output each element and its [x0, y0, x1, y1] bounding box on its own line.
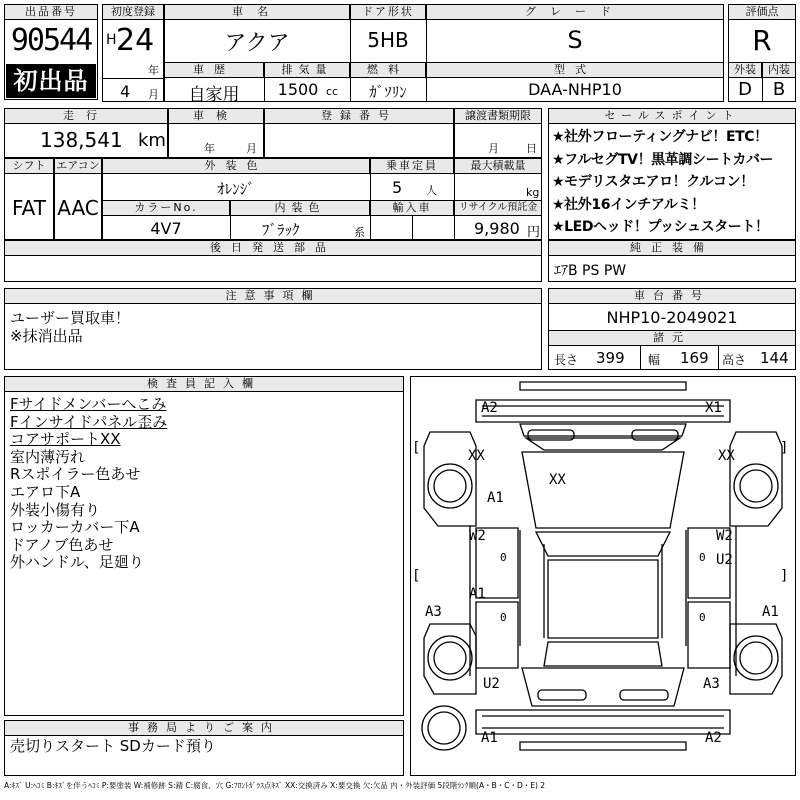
- reg-month: 4: [120, 82, 131, 101]
- height-label: 高さ: [722, 353, 747, 367]
- mark-rear-left: A1: [481, 730, 498, 746]
- ext-color: ｵﾚﾝｼﾞ: [217, 180, 255, 198]
- recycle-unit: 円: [527, 225, 541, 240]
- fuel: ｶﾞｿﾘﾝ: [369, 83, 407, 101]
- mark-left-front-wheel: A1: [487, 490, 504, 506]
- mark-right-rear-door: U2: [716, 552, 733, 568]
- height: 144: [760, 349, 789, 367]
- mark-left-rear-door: A1: [469, 586, 486, 602]
- ac: AAC: [57, 196, 99, 220]
- mark-left-rear-quarter: U2: [483, 676, 500, 692]
- first-registration-label: 初度登録: [102, 4, 164, 20]
- capacity-unit: 人: [426, 184, 437, 197]
- fuel-label: 燃料: [350, 62, 426, 78]
- mark-right-front-door: W2: [716, 528, 733, 544]
- grade-label: グレード: [426, 4, 724, 20]
- era: H: [106, 32, 117, 48]
- chassis-label: 車台番号: [548, 288, 796, 304]
- width: 169: [680, 349, 709, 367]
- length-label: 長さ: [554, 353, 579, 367]
- transfer-day-unit: 日: [526, 142, 537, 155]
- office-notice: 売切りスタート SDカード預り: [10, 737, 216, 755]
- later-parts-label: 後日発送部品: [4, 240, 542, 256]
- inspector-notes: [10, 396, 167, 572]
- interior-label: 内装: [762, 62, 796, 78]
- inspector-line: ドアノブ色あせ: [10, 535, 114, 554]
- mark-right-front-door-dim: 0: [699, 551, 706, 564]
- car-diagram: [410, 376, 796, 776]
- grade: S: [567, 26, 583, 54]
- shift: FAT: [11, 196, 46, 220]
- recycle-label: リサイクル預託金: [454, 200, 542, 216]
- color-no: 4V7: [150, 219, 182, 238]
- mark-bracket-right2: ]: [780, 568, 789, 584]
- mark-hood: XX: [549, 472, 566, 488]
- selling-points-label: セールスポイント: [548, 108, 796, 124]
- selling-point: ★モデリスタエアロ！クルコン！: [552, 174, 754, 190]
- year-unit: 年: [148, 64, 159, 77]
- model-label: 型式: [426, 62, 724, 78]
- ac-label: エアコン: [54, 158, 102, 174]
- inspector-line: コアサポートXX: [10, 430, 121, 449]
- mileage-unit: km: [138, 130, 166, 151]
- selling-point: ★社外フローティングナビ！ETC！: [552, 129, 768, 145]
- recycle: 9,980: [474, 219, 520, 238]
- selling-points-list: [552, 126, 796, 239]
- interior-grade: B: [772, 79, 786, 100]
- inspector-label: 検査員記入欄: [4, 376, 404, 392]
- displacement-label: 排気量: [264, 62, 350, 78]
- equipment: ｴｱB PS PW: [554, 263, 627, 279]
- first-listing-badge: 初出品: [6, 64, 96, 98]
- reg-year: 24: [116, 23, 155, 58]
- mark-rear-right: A2: [705, 730, 722, 746]
- max-load-unit: kg: [526, 186, 540, 199]
- mark-left-front-door: W2: [469, 528, 486, 544]
- door-label: ドア形状: [350, 4, 426, 20]
- int-color-unit: 系: [354, 226, 365, 239]
- history: 自家用: [188, 85, 240, 105]
- mark-front-left: A2: [481, 400, 498, 416]
- mark-front-right: X1: [705, 400, 722, 416]
- inspector-line: Fサイドメンバーへこみ: [10, 395, 167, 413]
- mark-bracket-right: ]: [780, 440, 789, 456]
- model: DAA-NHP10: [528, 80, 622, 99]
- selling-point: ★LEDヘッド！プッシュスタート！: [552, 219, 769, 235]
- car-name: アクア: [224, 31, 290, 56]
- capacity: 5: [392, 178, 403, 197]
- mark-left-rocker: A3: [425, 604, 442, 620]
- equipment-label: 純正装備: [548, 240, 796, 256]
- transfer-month-unit: 月: [488, 142, 499, 155]
- width-label: 幅: [648, 353, 661, 367]
- length: 399: [596, 349, 625, 367]
- int-color: ﾌﾞﾗｯｸ: [262, 221, 300, 239]
- history-label: 車歴: [164, 62, 264, 78]
- displacement: 1500: [277, 80, 319, 99]
- selling-point: ★フルセグTV！黒革調シートカバー: [552, 151, 774, 168]
- mark-fl-fender: XX: [468, 448, 485, 464]
- lot-number-label: 出品番号: [4, 4, 98, 20]
- eval-label: 評価点: [728, 4, 796, 20]
- caution-label: 注意事項欄: [4, 288, 542, 304]
- inspector-line: 外装小傷有り: [10, 500, 101, 519]
- mark-right-rear-quarter: A3: [703, 676, 720, 692]
- caution-notes: [10, 310, 130, 345]
- car-name-label: 車名: [164, 4, 350, 20]
- mark-right-rocker: A1: [762, 604, 779, 620]
- chassis-number: NHP10-2049021: [606, 308, 738, 327]
- mark-fr-fender: XX: [718, 448, 735, 464]
- inspection-label: 車検: [168, 108, 264, 124]
- capacity-label: 乗車定員: [370, 158, 454, 174]
- inspection-month-unit: 月: [246, 142, 257, 155]
- mileage: 138,541: [40, 128, 123, 152]
- inspector-line: ロッカーカバー下A: [10, 518, 140, 537]
- specs-label: 諸元: [548, 330, 796, 346]
- office-label: 事務局よりご案内: [4, 720, 404, 736]
- import-label: 輸入車: [370, 200, 454, 216]
- legend: A:ｷｽﾞ U:ﾍｺﾐ B:ｷｽﾞを伴うﾍｺﾐ P:要塗装 W:補修跡 S:錆 C:腐食、穴 G:ﾌﾛﾝﾄｶﾞﾗｽ点ｷｽﾞ XX:交換済み X:要交換 欠:欠品 内・外装評価 5段階ﾗﾝｸ順(A・B・C・D・E) 2: [4, 781, 546, 790]
- mark-left-rear-door-dim: 0: [500, 611, 507, 624]
- ext-color-label: 外装色: [102, 158, 370, 174]
- mark-right-rear-door-dim: 0: [699, 611, 706, 624]
- caution-line: ユーザー買取車！: [10, 309, 131, 327]
- exterior-grade: D: [738, 79, 752, 100]
- caution-line: ※抹消出品: [10, 326, 83, 345]
- reg-number-label: 登録番号: [264, 108, 454, 124]
- displacement-unit: cc: [326, 85, 339, 98]
- color-no-label: カラーNo.: [102, 200, 230, 216]
- max-load-label: 最大積載量: [454, 158, 542, 174]
- transfer-label: 譲渡書類期限: [454, 108, 542, 124]
- lot-number: 90544: [10, 23, 92, 58]
- eval-grade: R: [752, 24, 772, 57]
- exterior-label: 外装: [728, 62, 762, 78]
- inspector-line: 室内薄汚れ: [10, 447, 86, 466]
- mark-bracket-left2: [: [412, 568, 421, 584]
- inspection-year-unit: 年: [204, 142, 215, 155]
- mileage-label: 走行: [4, 108, 168, 124]
- shift-label: シフト: [4, 158, 54, 174]
- inspector-line: Fインサイドパネル歪み: [10, 412, 168, 431]
- mark-left-front-door-dim: 0: [500, 551, 507, 564]
- inspector-line: Rスポイラー色あせ: [10, 465, 141, 484]
- inspector-line: エアロ下A: [10, 482, 81, 501]
- mark-bracket-left: [: [412, 440, 421, 456]
- door: 5HB: [367, 28, 409, 52]
- int-color-label: 内装色: [230, 200, 370, 216]
- selling-point: ★社外16インチアルミ！: [552, 196, 705, 213]
- inspector-line: 外ハンドル、足廻り: [10, 553, 144, 572]
- month-unit: 月: [148, 88, 159, 101]
